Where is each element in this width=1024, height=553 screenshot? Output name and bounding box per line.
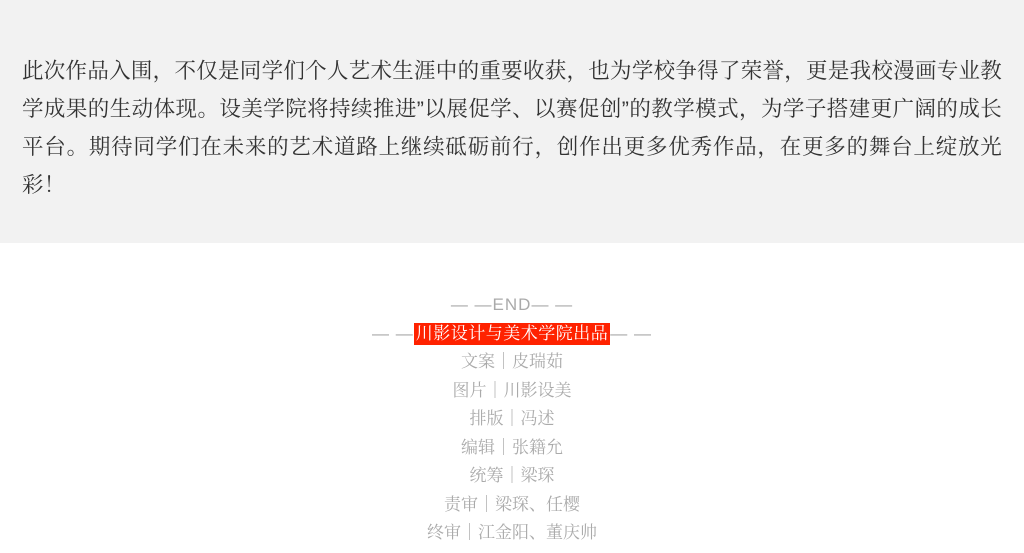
credit-item-layout: 排版｜冯述: [469, 409, 555, 428]
highlighted-paragraph-block: [0, 0, 1024, 243]
publisher-line: [0, 320, 1024, 349]
end-marker: — —END— —: [450, 295, 574, 314]
credits-section: [0, 243, 1024, 548]
credit-item-reviewer: 责审｜梁琛、任樱: [444, 494, 580, 514]
article-paragraph: 此次作品入围，不仅是同学们个人艺术生涯中的重要收获，也为学校争得了荣誉，更是我校漫画专业教学成果的生动体现。设美学院将持续推进”以展促学、以赛促创”的教学模式，为学子搭建更广阔的成长平台。期待同学们在未来的艺术道路上继续砥砺前行，创作出更多优秀作品，在更多的舞台上绽放光彩！: [22, 59, 1002, 197]
credit-item-final-reviewer: 终审｜江金阳、董庆帅: [427, 523, 597, 542]
publisher-name: 川影设计与美术学院出品: [415, 323, 609, 343]
dash-left: — —: [372, 323, 414, 343]
dash-right: — —: [610, 323, 652, 343]
credit-item-coordinator: 统筹｜梁琛: [469, 466, 555, 485]
credit-item-editor: 编辑｜张籍允: [461, 437, 563, 457]
credit-item-photos: 图片｜川影设美: [452, 380, 572, 400]
credit-item-copywriter: 文案｜皮瑞茹: [461, 352, 563, 371]
